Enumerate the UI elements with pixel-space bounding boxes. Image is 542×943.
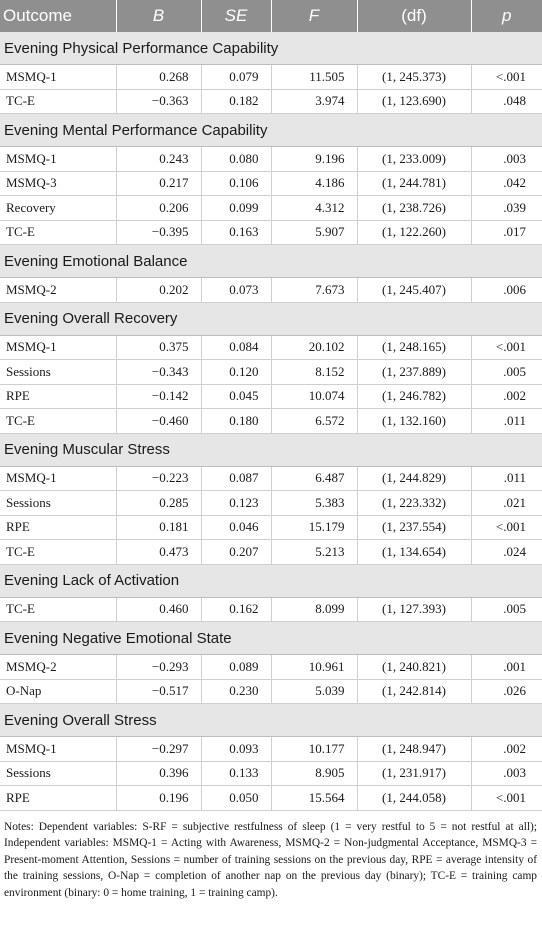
p-value: .042 xyxy=(471,171,542,196)
table-row xyxy=(0,737,542,762)
p-value: .002 xyxy=(471,384,542,409)
f-value: 15.564 xyxy=(271,786,357,811)
b-value: 0.243 xyxy=(116,147,201,172)
f-value: 20.102 xyxy=(271,335,357,360)
predictor: TC-E xyxy=(0,89,116,114)
df-value: (1, 238.726) xyxy=(357,196,471,221)
predictor: Sessions xyxy=(0,360,116,385)
f-value: 9.196 xyxy=(271,147,357,172)
predictor: MSMQ-1 xyxy=(0,737,116,762)
f-value: 8.152 xyxy=(271,360,357,385)
f-value: 5.039 xyxy=(271,679,357,704)
section-title: Evening Physical Performance Capability xyxy=(0,32,542,65)
df-value: (1, 245.407) xyxy=(357,278,471,303)
b-value: −0.293 xyxy=(116,655,201,680)
header-p: p xyxy=(502,6,512,25)
predictor: Sessions xyxy=(0,761,116,786)
se-value: 0.207 xyxy=(201,540,271,565)
f-value: 11.505 xyxy=(271,65,357,90)
se-value: 0.084 xyxy=(201,335,271,360)
b-value: 0.202 xyxy=(116,278,201,303)
df-value: (1, 248.165) xyxy=(357,335,471,360)
predictor: MSMQ-1 xyxy=(0,335,116,360)
table-row xyxy=(0,761,542,786)
table-row xyxy=(0,147,542,172)
b-value: 0.285 xyxy=(116,491,201,516)
b-value: 0.375 xyxy=(116,335,201,360)
df-value: (1, 127.393) xyxy=(357,597,471,622)
p-value: .005 xyxy=(471,360,542,385)
se-value: 0.133 xyxy=(201,761,271,786)
df-value: (1, 242.814) xyxy=(357,679,471,704)
df-value: (1, 122.260) xyxy=(357,220,471,245)
p-value: .021 xyxy=(471,491,542,516)
f-value: 6.487 xyxy=(271,466,357,491)
se-value: 0.073 xyxy=(201,278,271,303)
table-row xyxy=(0,515,542,540)
f-value: 6.572 xyxy=(271,409,357,434)
header-f: F xyxy=(271,0,357,32)
se-value: 0.180 xyxy=(201,409,271,434)
df-value: (1, 231.917) xyxy=(357,761,471,786)
b-value: −0.142 xyxy=(116,384,201,409)
b-value: −0.223 xyxy=(116,466,201,491)
se-value: 0.120 xyxy=(201,360,271,385)
predictor: Sessions xyxy=(0,491,116,516)
p-value: .011 xyxy=(471,466,542,491)
table-row xyxy=(0,220,542,245)
p-value: <.001 xyxy=(471,335,542,360)
b-value: −0.460 xyxy=(116,409,201,434)
table-row xyxy=(0,597,542,622)
section-title: Evening Negative Emotional State xyxy=(0,622,542,655)
table-header xyxy=(0,0,542,32)
predictor: TC-E xyxy=(0,597,116,622)
se-value: 0.106 xyxy=(201,171,271,196)
predictor: RPE xyxy=(0,786,116,811)
table-row xyxy=(0,65,542,90)
df-value: (1, 132.160) xyxy=(357,409,471,434)
table-body xyxy=(0,32,542,810)
se-value: 0.080 xyxy=(201,147,271,172)
header-df: (df) xyxy=(357,0,471,32)
predictor: RPE xyxy=(0,515,116,540)
f-value: 3.974 xyxy=(271,89,357,114)
table-row xyxy=(0,655,542,680)
p-value: .024 xyxy=(471,540,542,565)
df-value: (1, 246.782) xyxy=(357,384,471,409)
table-row xyxy=(0,409,542,434)
p-value: <.001 xyxy=(471,786,542,811)
df-value: (1, 244.829) xyxy=(357,466,471,491)
p-value: .003 xyxy=(471,761,542,786)
p-value: .048 xyxy=(471,89,542,114)
b-value: −0.297 xyxy=(116,737,201,762)
table-row xyxy=(0,384,542,409)
predictor: RPE xyxy=(0,384,116,409)
table-row xyxy=(0,171,542,196)
section-header-row xyxy=(0,704,542,737)
f-value: 10.961 xyxy=(271,655,357,680)
predictor: MSMQ-1 xyxy=(0,466,116,491)
predictor: O-Nap xyxy=(0,679,116,704)
df-value: (1, 245.373) xyxy=(357,65,471,90)
p-value: .006 xyxy=(471,278,542,303)
predictor: TC-E xyxy=(0,409,116,434)
predictor: MSMQ-1 xyxy=(0,65,116,90)
se-value: 0.079 xyxy=(201,65,271,90)
f-value: 8.905 xyxy=(271,761,357,786)
predictor: TC-E xyxy=(0,540,116,565)
table-row xyxy=(0,540,542,565)
p-value: .005 xyxy=(471,597,542,622)
p-value: .001 xyxy=(471,655,542,680)
se-value: 0.162 xyxy=(201,597,271,622)
df-value: (1, 123.690) xyxy=(357,89,471,114)
df-value: (1, 248.947) xyxy=(357,737,471,762)
b-value: 0.396 xyxy=(116,761,201,786)
p-value: .002 xyxy=(471,737,542,762)
b-value: −0.363 xyxy=(116,89,201,114)
section-title: Evening Muscular Stress xyxy=(0,433,542,466)
p-value: .011 xyxy=(471,409,542,434)
table-notes: Notes: Dependent variables: S-RF = subjective restfulness of sleep (1 = very restful to 5 = not restful at all); Independent variables: MSMQ-1 = Acting with Awareness, MSMQ-2 = Non-judgmental Acceptance, MSMQ-3 = Present-moment Attention, Sessions = number of training sessions on the previous day, RPE = average intensity of the training sessions, O-Nap = completion of another nap on the previous day (binary); TC-E = training camp environment (binary: 0 = home training, 1 = training camp). xyxy=(4,820,537,899)
df-value: (1, 244.058) xyxy=(357,786,471,811)
se-value: 0.163 xyxy=(201,220,271,245)
se-value: 0.123 xyxy=(201,491,271,516)
se-value: 0.230 xyxy=(201,679,271,704)
section-header-row xyxy=(0,433,542,466)
section-title: Evening Lack of Activation xyxy=(0,564,542,597)
section-header-row xyxy=(0,622,542,655)
df-value: (1, 134.654) xyxy=(357,540,471,565)
df-value: (1, 237.889) xyxy=(357,360,471,385)
se-value: 0.045 xyxy=(201,384,271,409)
section-title: Evening Mental Performance Capability xyxy=(0,114,542,147)
se-value: 0.099 xyxy=(201,196,271,221)
table-row xyxy=(0,679,542,704)
table-row xyxy=(0,89,542,114)
se-value: 0.087 xyxy=(201,466,271,491)
b-value: 0.460 xyxy=(116,597,201,622)
df-value: (1, 240.821) xyxy=(357,655,471,680)
table-row xyxy=(0,786,542,811)
section-header-row xyxy=(0,302,542,335)
b-value: −0.517 xyxy=(116,679,201,704)
table-row xyxy=(0,278,542,303)
se-value: 0.089 xyxy=(201,655,271,680)
header-se: SE xyxy=(201,0,271,32)
b-value: −0.395 xyxy=(116,220,201,245)
f-value: 10.074 xyxy=(271,384,357,409)
se-value: 0.182 xyxy=(201,89,271,114)
b-value: 0.473 xyxy=(116,540,201,565)
predictor: TC-E xyxy=(0,220,116,245)
p-value: <.001 xyxy=(471,65,542,90)
table-row xyxy=(0,466,542,491)
f-value: 10.177 xyxy=(271,737,357,762)
f-value: 15.179 xyxy=(271,515,357,540)
header-row xyxy=(0,0,542,32)
df-value: (1, 233.009) xyxy=(357,147,471,172)
table-row xyxy=(0,196,542,221)
b-value: 0.196 xyxy=(116,786,201,811)
se-value: 0.046 xyxy=(201,515,271,540)
f-value: 7.673 xyxy=(271,278,357,303)
section-title: Evening Emotional Balance xyxy=(0,245,542,278)
b-value: 0.181 xyxy=(116,515,201,540)
f-value: 4.186 xyxy=(271,171,357,196)
section-title: Evening Overall Stress xyxy=(0,704,542,737)
predictor: MSMQ-1 xyxy=(0,147,116,172)
table-row xyxy=(0,335,542,360)
se-value: 0.093 xyxy=(201,737,271,762)
p-value: .017 xyxy=(471,220,542,245)
b-value: 0.206 xyxy=(116,196,201,221)
df-value: (1, 223.332) xyxy=(357,491,471,516)
p-value: <.001 xyxy=(471,515,542,540)
f-value: 5.383 xyxy=(271,491,357,516)
df-value: (1, 244.781) xyxy=(357,171,471,196)
header-b: B xyxy=(116,0,201,32)
b-value: 0.217 xyxy=(116,171,201,196)
predictor: MSMQ-3 xyxy=(0,171,116,196)
predictor: MSMQ-2 xyxy=(0,655,116,680)
p-value: .003 xyxy=(471,147,542,172)
p-value: .026 xyxy=(471,679,542,704)
table-row xyxy=(0,360,542,385)
predictor: MSMQ-2 xyxy=(0,278,116,303)
header-outcome: Outcome xyxy=(0,0,116,32)
f-value: 5.907 xyxy=(271,220,357,245)
se-value: 0.050 xyxy=(201,786,271,811)
table-row xyxy=(0,491,542,516)
df-value: (1, 237.554) xyxy=(357,515,471,540)
f-value: 5.213 xyxy=(271,540,357,565)
p-value: .039 xyxy=(471,196,542,221)
section-header-row xyxy=(0,564,542,597)
section-title: Evening Overall Recovery xyxy=(0,302,542,335)
f-value: 8.099 xyxy=(271,597,357,622)
predictor: Recovery xyxy=(0,196,116,221)
b-value: −0.343 xyxy=(116,360,201,385)
section-header-row xyxy=(0,245,542,278)
section-header-row xyxy=(0,32,542,65)
section-header-row xyxy=(0,114,542,147)
f-value: 4.312 xyxy=(271,196,357,221)
b-value: 0.268 xyxy=(116,65,201,90)
